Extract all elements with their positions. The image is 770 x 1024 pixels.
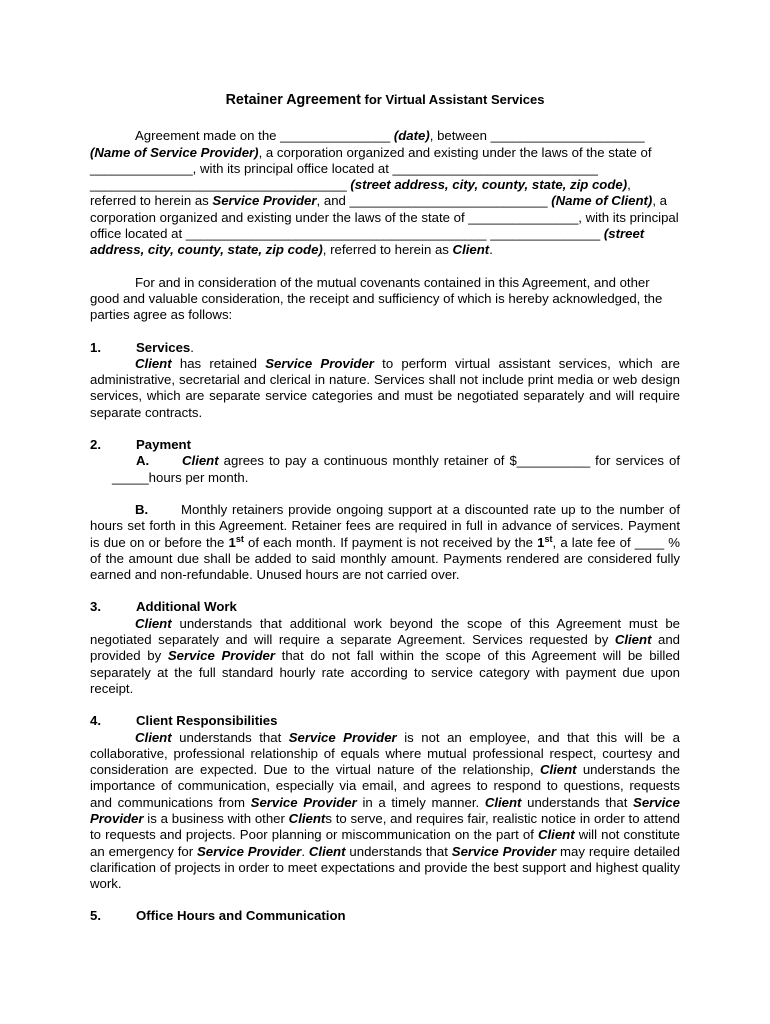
section-3-text: Client understands that additional work beyond the scope of this Agreement must be negotiated separately and will require a separate Agreement. Services requested by Client and provided by Service Provider that do not fall within the scope of this Agreement will be billed separately at the full standard hourly rate according to service category with payment due upon receipt. — [90, 615, 680, 696]
document-page — [90, 92, 680, 925]
section-3-heading: 3. Additional Work — [90, 599, 237, 615]
document-title — [90, 92, 680, 108]
title-subtitle: for Virtual Assistant Services — [360, 92, 545, 107]
section-2b-text: B. Monthly retainers provide ongoing support at a discounted rate up to the number of hours set forth in this Agreement. Retainer fees are required in full in advance of services. Payment is due on or before the 1st of each month. If payment is not received by the 1st, a late fee of ____ % of the amount due shall be added to said monthly amount. Payments rendered are considered fully earned and non-refundable. Unused hours are not carried over. — [90, 501, 680, 583]
section-1-heading: 1. Services. — [90, 339, 194, 355]
section-5-heading: 5. Office Hours and Communication — [90, 908, 346, 924]
consideration-paragraph: For and in consideration of the mutual covenants contained in this Agreement, and other good and valuable consideration, the receipt and sufficiency of which is hereby acknowledged, the parties agree as follows: — [90, 274, 663, 323]
section-2-heading: 2. Payment — [90, 437, 191, 453]
section-1-text: Client has retained Service Provider to perform virtual assistant services, which are administrative, secretarial and clerical in nature. Services shall not include print media or web design services, which are separate service categories and must be negotiated separately and will require separate contracts. — [90, 355, 680, 420]
section-2a-text: A. Client agrees to pay a continuous monthly retainer of $__________ for services of _____hours per month. — [112, 453, 680, 485]
intro-paragraph: Agreement made on the _______________ (date), between _____________________ (Name of Service Provider), a corporation organized and existing under the laws of the state of ______________, with its principal office located at ____________________________ ___________________________________ (street address, city, county, state, zip code), referred to herein as Service Provider, and ___________________________ (Name of Client), a corporation organized and existing under the laws of the state of _______________, with its principal office located at _________________________________________ _______________ (street address, city, county, state, zip code), referred to herein as Client. — [90, 128, 679, 258]
section-4-heading: 4. Client Responsibilities — [90, 713, 278, 729]
section-4-text: Client understands that Service Provider is not an employee, and that this will be a collaborative, professional relationship of equals where mutual professional respect, courtesy and consideration are expected. Due to the virtual nature of the relationship, Client understands the importance of communication, especially via email, and agrees to respond to questions, requests and communications from Service Provider in a timely manner. Client understands that Service Provider is a business with other Clients to serve, and requires fair, realistic notice in order to attend to requests and projects. Poor planning or miscommunication on the part of Client will not constitute an emergency for Service Provider. Client understands that Service Provider may require detailed clarification of projects in order to meet expectations and provide the best support and highest quality work. — [90, 729, 680, 892]
title-main: Retainer Agreement — [225, 92, 361, 108]
